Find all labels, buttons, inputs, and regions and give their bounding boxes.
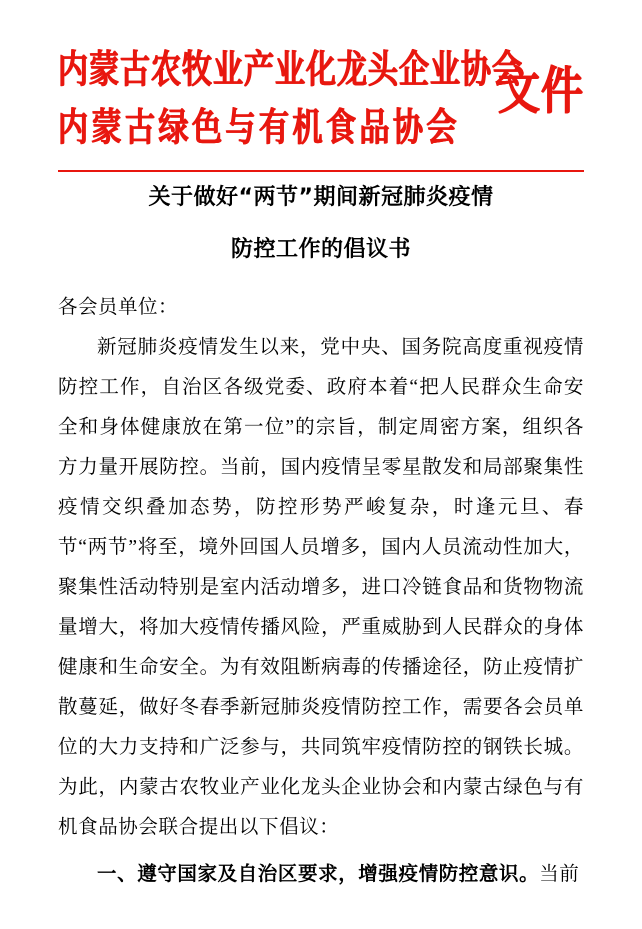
list-item-text-1: 当前 — [539, 864, 580, 885]
letterhead-line-1: 内蒙古农牧业产业化龙头企业协会 — [58, 47, 523, 93]
letterhead-divider — [58, 170, 584, 172]
page-title-line-1: 关于做好“两节”期间新冠肺炎疫情 — [148, 185, 494, 210]
page-title — [58, 172, 584, 276]
page-title-line-2: 防控工作的倡议书 — [230, 237, 411, 262]
letterhead-line-2: 内蒙古绿色与有机食品协会 — [58, 105, 460, 151]
letterhead — [58, 0, 584, 151]
body-paragraph-2 — [58, 854, 584, 895]
body-paragraph-1: 新冠肺炎疫情发生以来，党中央、国务院高度重视疫情防控工作，自治区各级党委、政府本着“把人民群众生命安全和身体健康放在第一位”的宗旨，制定周密方案，组织各方力量开展防控。当前，国内疫情呈零星散发和局部聚集性疫情交织叠加态势，防控形势严峻复杂，时逢元旦、春节“两节”将至，境外回国人员增多，国内人员流动性加大，聚集性活动特别是室内活动增多，进口冷链食品和货物物流量增大，将加大疫情传播风险，严重威胁到人民群众的身体健康和生命安全。为有效阻断病毒的传播途径，防止疫情扩散蔓延，做好冬春季新冠肺炎疫情防控工作，需要各会员单位的大力支持和广泛参与，共同筑牢疫情防控的钢铁长城。为此，内蒙古农牧业产业化龙头企业协会和内蒙古绿色与有机食品协会联合提出以下倡议： — [58, 337, 584, 838]
salutation: 各会员单位： — [58, 297, 179, 318]
letterhead-document-word: 文件 — [497, 60, 584, 121]
list-item-heading-1: 一、遵守国家及自治区要求，增强疫情防控意识。 — [97, 862, 540, 885]
letterhead-org-names — [58, 44, 584, 151]
